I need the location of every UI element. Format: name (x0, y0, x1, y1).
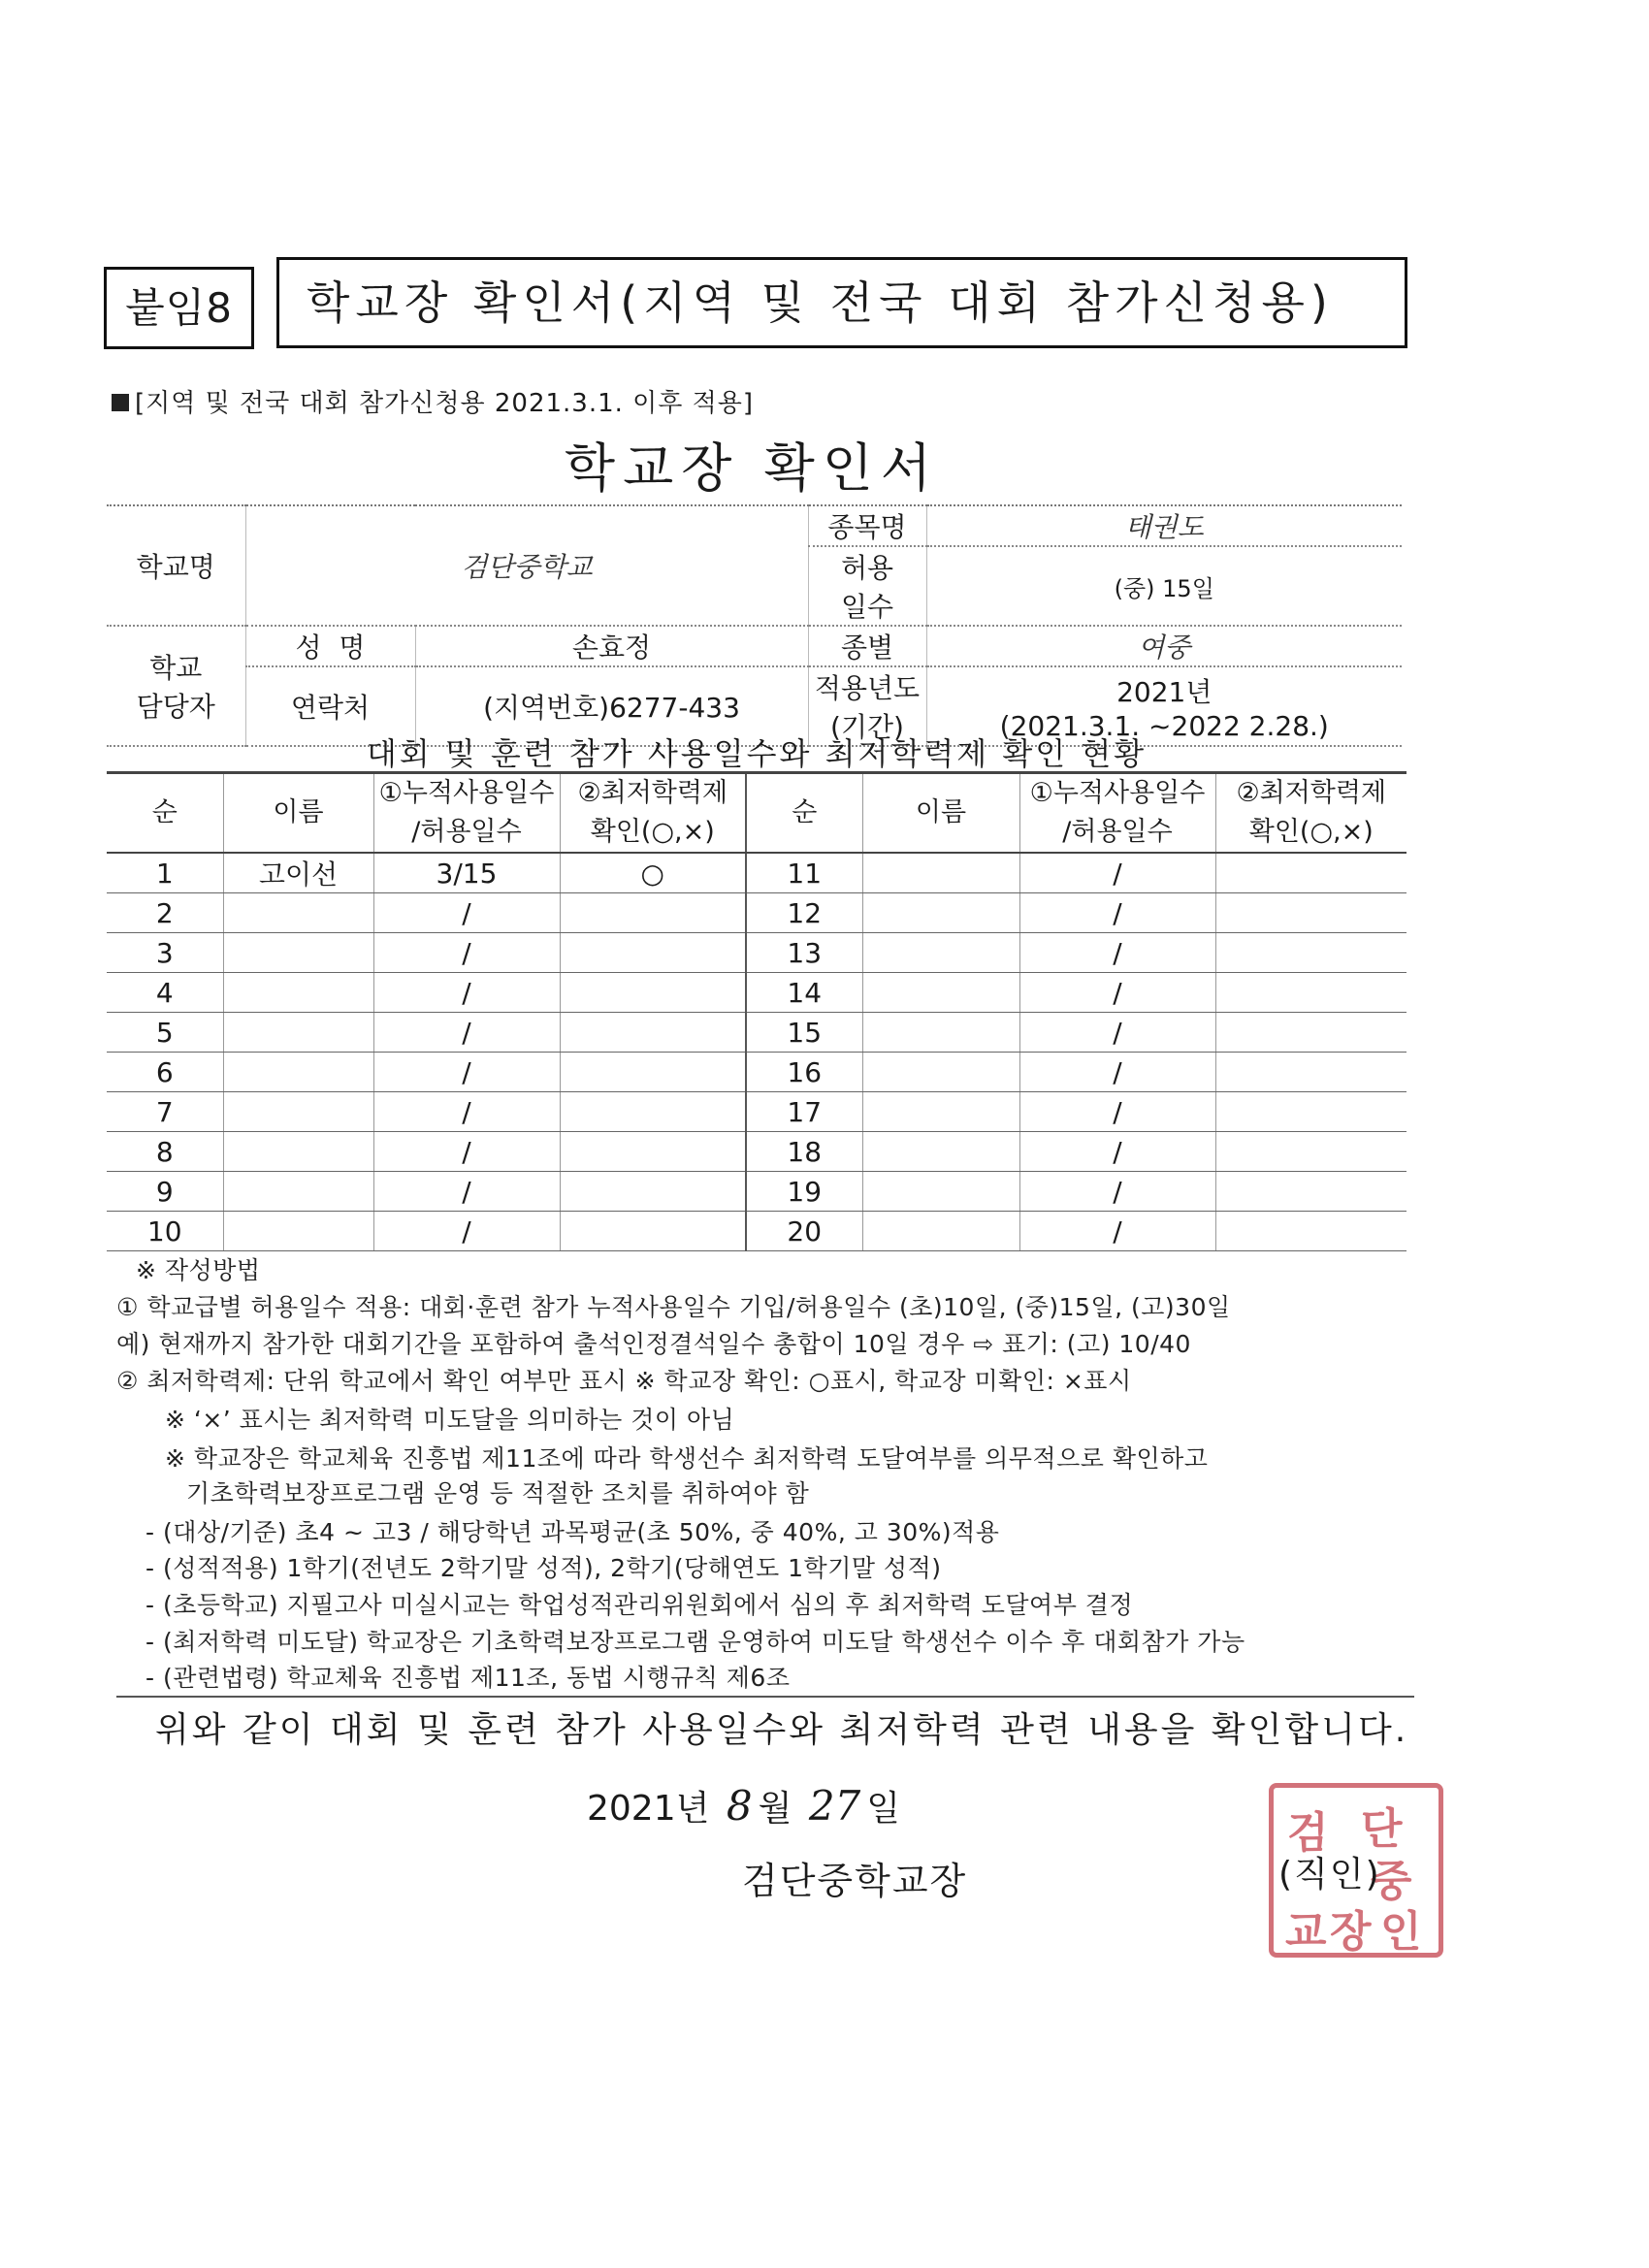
row-check (1215, 893, 1406, 933)
row-days: / (1019, 1092, 1215, 1132)
row-name (223, 933, 373, 973)
note-line: 예) 현재까지 참가한 대회기간을 포함하여 출석인정결석일수 총합이 10일 경우 ⇨ 표기: (고) 10/40 (116, 1330, 1191, 1358)
row-days: / (373, 1172, 560, 1212)
row-name (862, 893, 1019, 933)
row-number: 6 (107, 1053, 223, 1092)
manager-label: 학교 담당자 (107, 626, 245, 746)
row-name (862, 1172, 1019, 1212)
note-line: - (최저학력 미도달) 학교장은 기초학력보장프로그램 운영하여 미도달 학생선수 이수 후 대회참가 가능 (146, 1628, 1245, 1656)
row-check (560, 893, 746, 933)
divider (116, 1696, 1414, 1698)
row-days: / (1019, 853, 1215, 893)
school-label: 학교명 (107, 505, 245, 626)
row-number: 3 (107, 933, 223, 973)
document-title: 학교장 확인서 (564, 437, 940, 499)
row-number: 17 (746, 1092, 862, 1132)
allowed-days-value: (중) 15일 (926, 546, 1402, 626)
row-name (862, 1092, 1019, 1132)
row-days: / (1019, 973, 1215, 1013)
table-row (107, 1013, 1406, 1053)
header-check: ②최저학력제 확인(○,×) (1215, 773, 1406, 854)
seal-glyph: 단 (1361, 1804, 1403, 1854)
table-row (107, 1092, 1406, 1132)
header-no: 순 (746, 773, 862, 854)
note-line: ② 최저학력제: 단위 학교에서 확인 여부만 표시 ※ 학교장 확인: ○표시, 학교장 미확인: ×표시 (116, 1367, 1132, 1395)
contact-value: (지역번호)6277-433 (415, 666, 808, 746)
table-row (107, 1212, 1406, 1251)
row-name (862, 933, 1019, 973)
table-row (107, 1172, 1406, 1212)
note-line: ※ 학교장은 학교체육 진흥법 제11조에 따라 학생선수 최저학력 도달여부를 의무적으로 확인하고 (165, 1444, 1209, 1473)
square-bullet-icon (112, 394, 129, 411)
table-row (107, 893, 1406, 933)
row-days: / (1019, 933, 1215, 973)
school-value: 검단중학교 (245, 505, 808, 626)
row-number: 18 (746, 1132, 862, 1172)
header-days: ①누적사용일수 /허용일수 (373, 773, 560, 854)
period-label: 적용년도 (기간) (808, 666, 926, 746)
row-check (560, 1172, 746, 1212)
applicability-note: [지역 및 전국 대회 참가신청용 2021.3.1. 이후 적용] (112, 383, 754, 419)
row-days: / (373, 933, 560, 973)
row-check (560, 1092, 746, 1132)
row-check: ○ (560, 853, 746, 893)
row-check (1215, 853, 1406, 893)
table-row (107, 853, 1406, 893)
row-check (560, 1053, 746, 1092)
form-title: 학교장 확인서(지역 및 전국 대회 참가신청용) (276, 257, 1407, 348)
note-line: ① 학교급별 허용일수 적용: 대회·훈련 참가 누적사용일수 기입/허용일수 (초)10일, (중)15일, (고)30일 (116, 1293, 1231, 1321)
section-title: 대회 및 훈련 참가 사용일수와 최저학력제 확인 현황 (366, 735, 1148, 772)
confirmation-statement: 위와 같이 대회 및 훈련 참가 사용일수와 최저학력 관련 내용을 확인합니다. (155, 1710, 1409, 1750)
row-check (560, 933, 746, 973)
seal-glyph: 인 (1380, 1907, 1422, 1957)
row-name: 고이선 (223, 853, 373, 893)
row-number: 1 (107, 853, 223, 893)
row-name (862, 1132, 1019, 1172)
seal-label: (직인) (1278, 1855, 1381, 1895)
row-days: / (1019, 893, 1215, 933)
note-line: - (성적적용) 1학기(전년도 2학기말 성적), 2학기(당해연도 1학기말 성적) (146, 1554, 942, 1582)
note-line: 기초학력보장프로그램 운영 등 적절한 조치를 취하여야 함 (186, 1479, 810, 1507)
row-check (1215, 1212, 1406, 1251)
row-number: 19 (746, 1172, 862, 1212)
event-label: 종목명 (808, 505, 926, 546)
table-row (107, 933, 1406, 973)
row-name (862, 973, 1019, 1013)
row-number: 5 (107, 1013, 223, 1053)
gender-value: 여중 (926, 626, 1402, 666)
note-line: ※ ‘×’ 표시는 최저학력 미도달을 의미하는 것이 아님 (165, 1406, 735, 1434)
row-days: / (373, 973, 560, 1013)
row-name (223, 1212, 373, 1251)
row-number: 16 (746, 1053, 862, 1092)
gender-label: 종별 (808, 626, 926, 666)
row-days: / (373, 1132, 560, 1172)
row-name (862, 1212, 1019, 1251)
info-table (107, 504, 1402, 747)
issue-date: 2021년 8 월 27 일 (587, 1782, 901, 1830)
handwritten-day: 27 (808, 1782, 861, 1830)
row-number: 14 (746, 973, 862, 1013)
row-number: 8 (107, 1132, 223, 1172)
header-name: 이름 (862, 773, 1019, 854)
row-check (1215, 1132, 1406, 1172)
row-days: 3/15 (373, 853, 560, 893)
principal-title: 검단중학교장 (742, 1860, 968, 1902)
row-name (862, 1013, 1019, 1053)
row-days: / (373, 1053, 560, 1092)
row-check (1215, 973, 1406, 1013)
seal-glyph: 장 (1330, 1907, 1372, 1957)
row-check (1215, 1013, 1406, 1053)
header-no: 순 (107, 773, 223, 854)
row-name (223, 973, 373, 1013)
row-days: / (373, 1013, 560, 1053)
table-row (107, 1053, 1406, 1092)
row-check (560, 973, 746, 1013)
row-number: 9 (107, 1172, 223, 1212)
note-line: - (관련법령) 학교체육 진흥법 제11조, 동법 시행규칙 제6조 (146, 1664, 791, 1692)
row-name (223, 1092, 373, 1132)
header-name: 이름 (223, 773, 373, 854)
table-row (107, 1132, 1406, 1172)
table-row (107, 973, 1406, 1013)
notes-heading: ※ 작성방법 (136, 1256, 261, 1284)
row-days: / (1019, 1013, 1215, 1053)
row-name (223, 1172, 373, 1212)
row-name (223, 1053, 373, 1092)
period-value: 2021년 (2021.3.1. ~2022 2.28.) (926, 666, 1402, 746)
row-days: / (1019, 1132, 1215, 1172)
handwritten-month: 8 (726, 1782, 753, 1830)
row-name (862, 853, 1019, 893)
row-check (1215, 1092, 1406, 1132)
row-name (223, 1132, 373, 1172)
table-header-row (107, 773, 1406, 854)
row-name (223, 1013, 373, 1053)
note-line: - (초등학교) 지필고사 미실시교는 학업성적관리위원회에서 심의 후 최저학력 도달여부 결정 (146, 1591, 1134, 1619)
row-name (223, 893, 373, 933)
seal-glyph: 검 (1287, 1808, 1329, 1858)
row-days: / (1019, 1053, 1215, 1092)
header-check: ②최저학력제 확인(○,×) (560, 773, 746, 854)
row-number: 20 (746, 1212, 862, 1251)
row-number: 12 (746, 893, 862, 933)
row-number: 11 (746, 853, 862, 893)
row-number: 10 (107, 1212, 223, 1251)
row-check (560, 1013, 746, 1053)
row-number: 15 (746, 1013, 862, 1053)
row-check (1215, 1053, 1406, 1092)
name-label: 성 명 (245, 626, 415, 666)
name-value: 손효정 (415, 626, 808, 666)
row-days: / (1019, 1172, 1215, 1212)
header-days: ①누적사용일수 /허용일수 (1019, 773, 1215, 854)
seal-glyph: 교 (1285, 1907, 1327, 1957)
row-days: / (373, 1092, 560, 1132)
row-number: 4 (107, 973, 223, 1013)
contact-label: 연락처 (245, 666, 415, 746)
row-number: 2 (107, 893, 223, 933)
allowed-days-label: 허용 일수 (808, 546, 926, 626)
event-value: 태권도 (926, 505, 1402, 546)
attachment-tag: 붙임8 (104, 267, 254, 349)
note-line: - (대상/기준) 초4 ~ 고3 / 해당학년 과목평균(초 50%, 중 40%, 고 30%)적용 (146, 1518, 1000, 1546)
row-check (560, 1212, 746, 1251)
seal-glyph: 중 (1371, 1857, 1412, 1906)
row-check (1215, 933, 1406, 973)
row-check (560, 1132, 746, 1172)
row-number: 13 (746, 933, 862, 973)
status-table (107, 771, 1406, 1251)
row-number: 7 (107, 1092, 223, 1132)
row-days: / (1019, 1212, 1215, 1251)
row-name (862, 1053, 1019, 1092)
row-days: / (373, 893, 560, 933)
row-days: / (373, 1212, 560, 1251)
row-check (1215, 1172, 1406, 1212)
